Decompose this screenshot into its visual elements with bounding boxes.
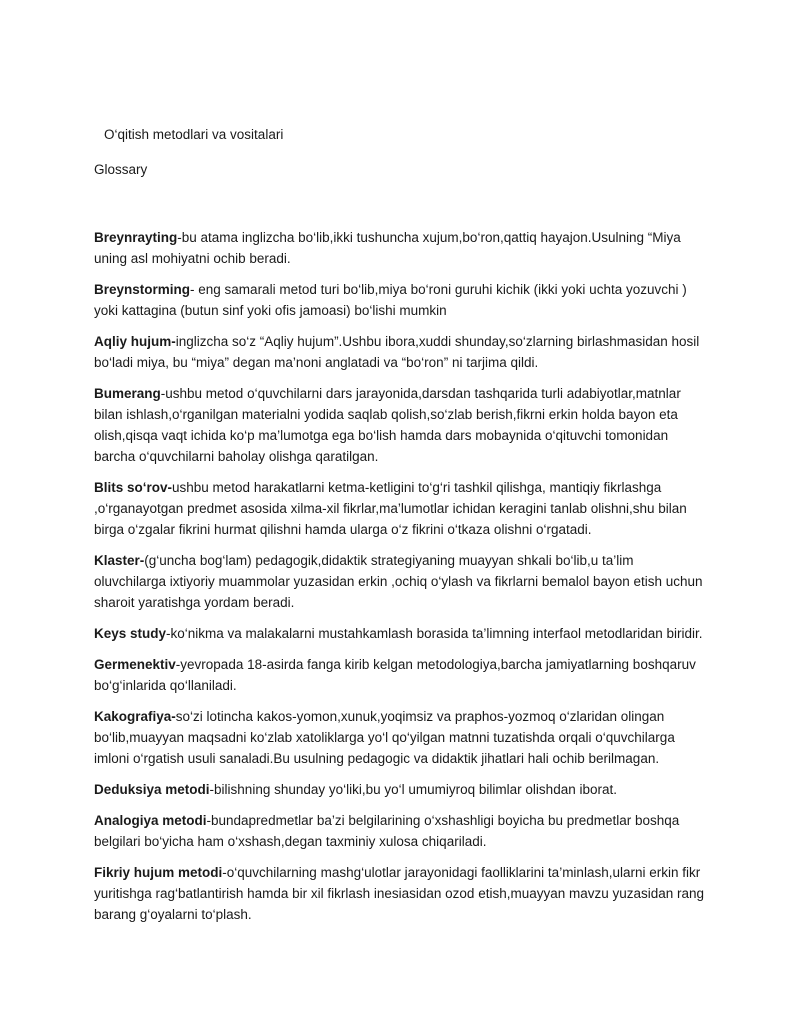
glossary-term: Analogiya metodi: [94, 813, 207, 828]
glossary-entry: [94, 654, 706, 696]
document-title: O‘qitish metodlari va vositalari: [104, 127, 284, 142]
document-subtitle: Glossary: [94, 162, 148, 177]
glossary-definition: -yevropada 18-asirda fanga kirib kelgan metodologiya,barcha jamiyatlarning boshqaruv bo‘g‘inlarida qo‘llaniladi.: [94, 657, 696, 693]
glossary-definition: -bilishning shunday yo‘liki,bu yo‘l umumiyroq bilimlar olishdan iborat.: [209, 782, 617, 797]
glossary-entry: [94, 383, 706, 467]
glossary-entry: [94, 331, 706, 373]
glossary-term: Blits so‘rov-: [94, 480, 173, 495]
glossary-definition: -ushbu metod o‘quvchilarni dars jarayonida,darsdan tashqarida turli adabiyotlar,matnlar bilan ishlash,o‘rganilgan materialni yodida saqlab qolish,so‘zlab berish,fikrni erkin holda bayon eta olish,qisqa vaqt ichida ko‘p ma’lumotga ega bo‘lish hamda dars mobaynida o‘qituvchi tomonidan barcha o‘quvchilarni baholay olishga qaratilgan.: [94, 386, 681, 464]
glossary-entry: [94, 550, 706, 613]
glossary-term: Klaster-: [94, 553, 145, 568]
glossary-list: [94, 227, 706, 935]
glossary-entry: [94, 623, 706, 644]
glossary-definition: -bu atama inglizcha bo‘lib,ikki tushuncha xujum,bo‘ron,qattiq hayajon.Usulning “Miya uning asl mohiyatni ochib beradi.: [94, 230, 681, 266]
glossary-entry: [94, 706, 706, 769]
glossary-term: Bumerang: [94, 386, 161, 401]
glossary-entry: [94, 227, 706, 269]
glossary-term: Kakografiya-: [94, 709, 176, 724]
glossary-entry: [94, 810, 706, 852]
glossary-definition: ushbu metod harakatlarni ketma-ketligini to‘g‘ri tashkil qilishga, mantiqiy fikrlashga ,o‘rganayotgan predmet asosida xilma-xil fikrlar,ma’lumotlar ichidan keragini tanlab olishni,shu bilan birga o‘zgalar fikrini hurmat qilishni hamda ularga o‘z fikrini o‘tkaza olishni o‘rgatadi.: [94, 480, 687, 537]
glossary-term: Aqliy hujum-: [94, 334, 176, 349]
glossary-term: Keys study: [94, 626, 167, 641]
glossary-entry: [94, 279, 706, 321]
glossary-entry: [94, 477, 706, 540]
glossary-term: Fikriy hujum metodi: [94, 865, 223, 880]
glossary-definition: -ko‘nikma va malakalarni mustahkamlash borasida ta’limning interfaol metodlaridan biridir.: [166, 626, 703, 641]
glossary-entry: [94, 779, 706, 800]
glossary-definition: -o‘quvchilarning mashg‘ulotlar jarayonidagi faolliklarini ta’minlash,ularni erkin fikr yuritishga rag‘batlantirish hamda bir xil fikrlash inesiasidan ozod etish,muayyan mavzu yuzasidan rang barang g‘oyalarni to‘plash.: [94, 865, 705, 922]
glossary-term: Germenektiv: [94, 657, 176, 672]
glossary-entry: [94, 862, 706, 925]
glossary-definition: - eng samarali metod turi bo‘lib,miya bo‘roni guruhi kichik (ikki yoki uchta yozuvchi ) yoki kattagina (butun sinf yoki ofis jamoasi) bo‘lishi mumkin: [94, 282, 687, 318]
glossary-term: Deduksiya metodi: [94, 782, 210, 797]
glossary-definition: inglizcha so‘z “Aqliy hujum”.Ushbu ibora,xuddi shunday,so‘zlarning birlashmasidan hosil bo‘ladi miya, bu “miya” degan ma’noni anglatadi va “bo‘ron” ni tarjima qildi.: [94, 334, 700, 370]
glossary-definition: so‘zi lotincha kakos-yomon,xunuk,yoqimsiz va praphos-yozmoq o‘zlaridan olingan bo‘lib,muayyan maqsadni ko‘zlab xatoliklarga yo‘l qo‘yilgan matnni tuzatishda orqali o‘quvchilarga imloni o‘rgatish usuli sanaladi.Bu usulning pedagogic va didaktik jihatlari hali ochib berilmagan.: [94, 709, 675, 766]
glossary-definition: (g‘uncha bog‘lam) pedagogik,didaktik strategiyaning muayyan shkali bo‘lib,u ta’lim oluvchilarga ixtiyoriy muammolar yuzasidan erkin ,ochiq o‘ylash va fikrlarni bemalol bayon etish uchun sharoit yaratishga yordam beradi.: [94, 553, 703, 610]
glossary-term: Breynstorming: [94, 282, 191, 297]
glossary-term: Breynrayting: [94, 230, 178, 245]
glossary-definition: -bundapredmetlar ba’zi belgilarining o‘xshashligi boyicha bu predmetlar boshqa belgilari bo‘yicha ham o‘xshash,degan taxminiy xulosa chiqariladi.: [94, 813, 680, 849]
